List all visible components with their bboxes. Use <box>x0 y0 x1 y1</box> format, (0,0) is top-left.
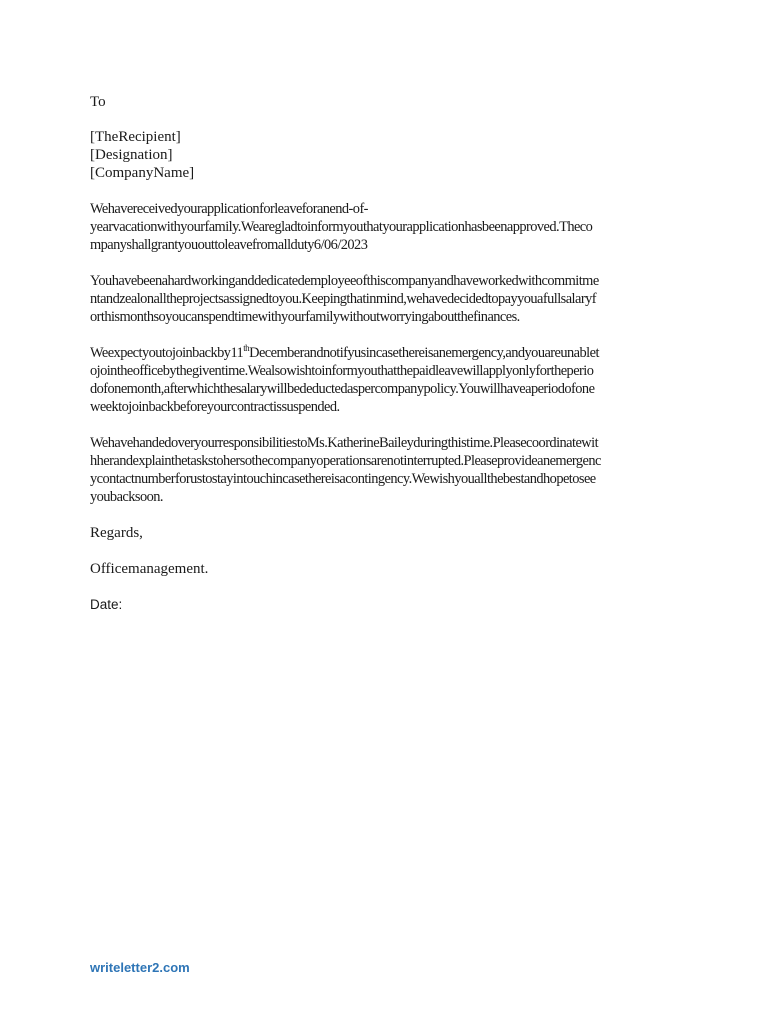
ordinal-suffix: th <box>243 343 250 354</box>
footer-website-link[interactable]: writeletter2.com <box>90 960 190 975</box>
letter-body <box>90 93 680 614</box>
paragraph-line: Youhavebeenahardworkinganddedicatedemployeeofthiscompanyandhaveworkedwithcommitme <box>90 273 599 289</box>
signature: Officemanagement. <box>90 561 209 577</box>
recipient-name: [TheRecipient] <box>90 129 181 145</box>
recipient-company: [CompanyName] <box>90 165 195 181</box>
paragraph-line: hherandexplainthetaskstohersothecompanyoperationsarenotinterrupted.Pleaseprovideanemergenc <box>90 453 601 469</box>
paragraph-line: WehavehandedoveryourresponsibilitiestoMs.KatherineBaileyduringthistime.Pleasecoordinatewit <box>90 435 599 451</box>
paragraph-line: ntandzealonalltheprojectsassignedtoyou.Keepingthatinmind,wehavedecidedtopayyouafullsalaryf <box>90 291 596 307</box>
paragraph-line: youbacksoon. <box>90 489 163 505</box>
paragraph-handover <box>90 434 680 506</box>
paragraph-line: yearvacationwithyourfamily.Wearegladtoinformyouthatyourapplicationhasbeenapproved.Theco <box>90 219 593 235</box>
paragraph-line: weektojoinbackbeforeyourcontractissuspended. <box>90 399 340 415</box>
paragraph-line: orthismonthsoyoucanspendtimewithyourfamilywithoutworryingaboutthefinances. <box>90 309 520 325</box>
paragraph-line: mpanyshallgrantyououttoleavefromallduty6/06/2023 <box>90 237 368 253</box>
paragraph-leave-approved <box>90 200 680 254</box>
paragraph-line: ycontactnumberforustostayintouchincasethereisacontingency.Wewishyouallthebestandhopetosee <box>90 471 596 487</box>
paragraph-line: ojointheofficebythegiventime.Wealsowishtoinformyouthatthepaidleavewillapplyonlyfortheperio <box>90 363 594 379</box>
return-text-after: Decemberandnotifyusincasethereisanemergency,andyouareunablet <box>249 345 599 361</box>
paragraph-line: dofonemonth,afterwhichthesalarywillbedeductedaspercompanypolicy.Youwillhaveaperiodofone <box>90 381 595 397</box>
recipient-designation: [Designation] <box>90 147 173 163</box>
paragraph-line: Wehavereceivedyourapplicationforleaveforanend-of- <box>90 201 368 217</box>
salutation-to: To <box>90 94 106 110</box>
paragraph-full-salary <box>90 272 680 326</box>
closing-regards: Regards, <box>90 525 143 541</box>
date-label: Date: <box>90 597 123 612</box>
return-text-before: Weexpectyoutojoinbackby11 <box>90 345 244 361</box>
paragraph-line <box>90 344 680 362</box>
paragraph-return-date <box>90 344 680 416</box>
